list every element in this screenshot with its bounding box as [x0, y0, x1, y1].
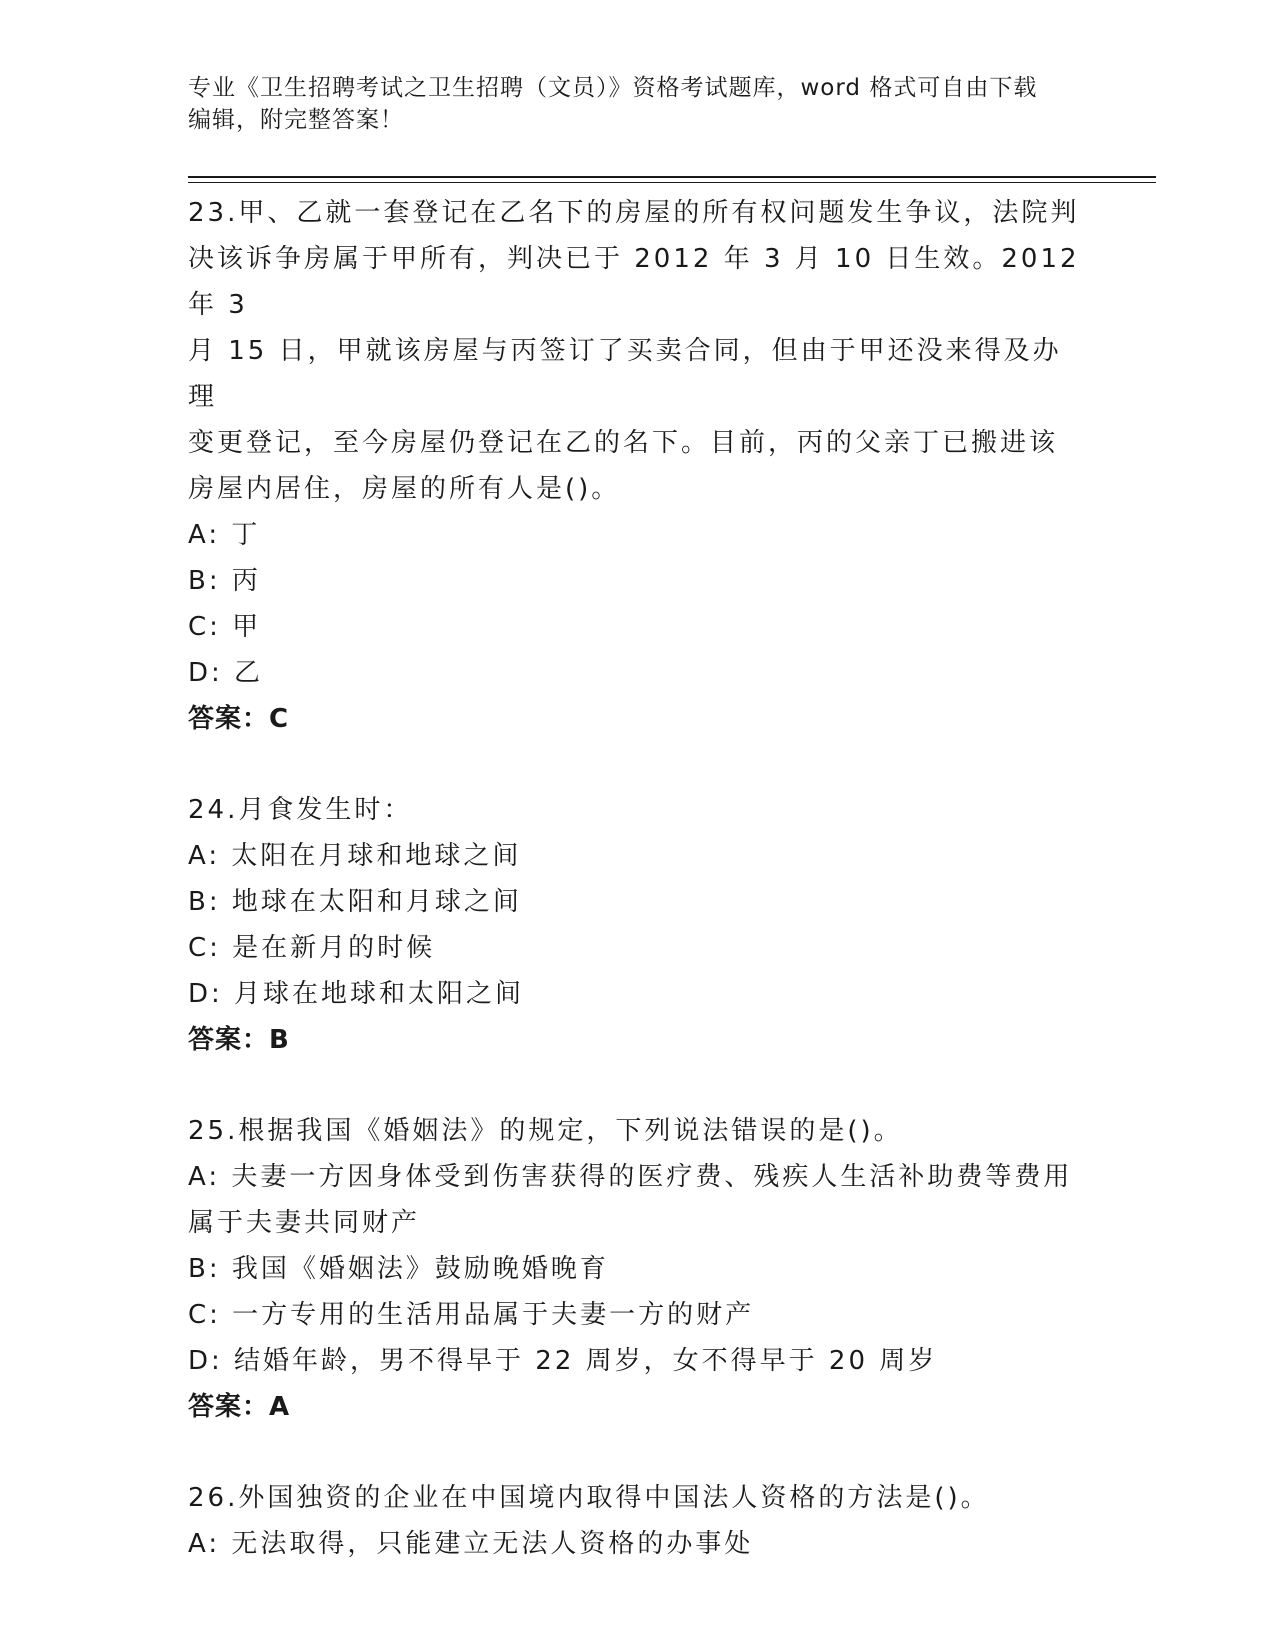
header-line-2: 编辑，附完整答案！	[188, 107, 404, 133]
question-stem-line: 变更登记，至今房屋仍登记在乙的名下。目前，丙的父亲丁已搬进该	[188, 428, 1059, 458]
option-b: B: 我国《婚姻法》鼓励晚婚晚育	[188, 1254, 609, 1284]
option-d: D: 结婚年龄，男不得早于 22 周岁，女不得早于 20 周岁	[188, 1346, 938, 1376]
option-d: D: 月球在地球和太阳之间	[188, 979, 525, 1009]
question-stem-line: 25.根据我国《婚姻法》的规定，下列说法错误的是()。	[188, 1116, 903, 1146]
option-c: C: 甲	[188, 612, 262, 642]
option-a: A: 无法取得，只能建立无法人资格的办事处	[188, 1529, 754, 1559]
option-b: B: 丙	[188, 566, 261, 596]
question-stem-line: 月 15 日，甲就该房屋与丙签订了买卖合同，但由于甲还没来得及办理	[188, 336, 1062, 412]
answer: 答案：C	[188, 704, 290, 734]
answer: 答案：B	[188, 1025, 290, 1055]
question-list	[188, 190, 1091, 1567]
question-stem-line: 24.月食发生时：	[188, 795, 413, 825]
question-24	[188, 787, 1088, 1063]
question-stem-line: 决该诉争房属于甲所有，判决已于 2012 年 3 月 10 日生效。2012 年 3	[188, 244, 1091, 320]
option-c: C: 是在新月的时候	[188, 933, 436, 963]
document-header	[188, 72, 1088, 136]
question-stem-line: 26.外国独资的企业在中国境内取得中国法人资格的方法是()。	[188, 1483, 990, 1513]
header-divider-thin	[188, 182, 1156, 183]
option-c: C: 一方专用的生活用品属于夫妻一方的财产	[188, 1300, 755, 1330]
option-a: A: 太阳在月球和地球之间	[188, 841, 522, 871]
question-23	[188, 190, 1091, 742]
option-d: D: 乙	[188, 658, 264, 688]
question-stem-line: 房屋内居住，房屋的所有人是()。	[188, 474, 621, 504]
answer: 答案：A	[188, 1392, 291, 1422]
option-a: A: 丁	[188, 520, 261, 550]
header-line-1: 专业《卫生招聘考试之卫生招聘（文员）》资格考试题库，word 格式可自由下载	[188, 75, 1038, 101]
header-divider	[188, 176, 1156, 178]
option-a: A: 夫妻一方因身体受到伤害获得的医疗费、残疾人生活补助费等费用 属于夫妻共同财产	[188, 1162, 1073, 1238]
question-26	[188, 1475, 1088, 1567]
question-stem-line: 23.甲、乙就一套登记在乙名下的房屋的所有权问题发生争议，法院判	[188, 198, 1080, 228]
question-25	[188, 1108, 1088, 1430]
option-b: B: 地球在太阳和月球之间	[188, 887, 522, 917]
